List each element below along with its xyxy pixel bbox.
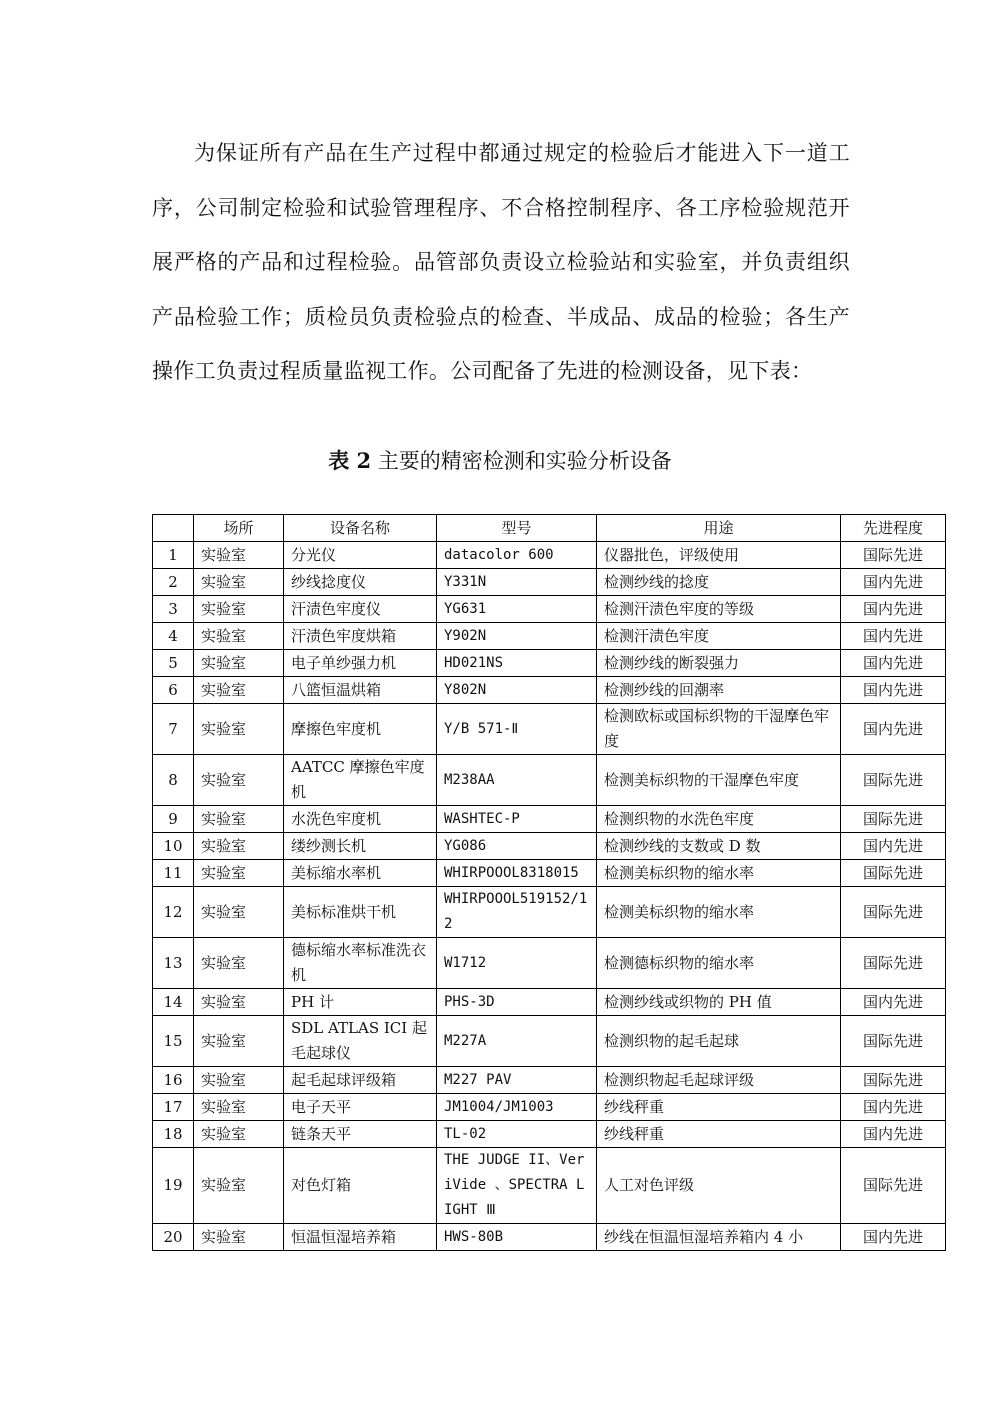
table-row xyxy=(153,704,946,755)
header-cell-use: 用途 xyxy=(597,515,841,542)
table-header-row xyxy=(153,515,946,542)
table-row xyxy=(153,650,946,677)
usage-cell: 检测纱线的断裂强力 xyxy=(597,650,841,677)
row-number: 13 xyxy=(153,938,194,989)
equipment-name-cell: 起毛起球评级箱 xyxy=(284,1067,437,1094)
site-cell: 实验室 xyxy=(194,704,284,755)
model-cell: YG086 xyxy=(437,833,597,860)
table-row xyxy=(153,938,946,989)
site-cell: 实验室 xyxy=(194,1016,284,1067)
document-body xyxy=(152,126,850,399)
usage-cell: 检测纱线的支数或 D 数 xyxy=(597,833,841,860)
site-cell: 实验室 xyxy=(194,1094,284,1121)
equipment-name-cell: 水洗色牢度机 xyxy=(284,806,437,833)
advancement-cell: 国际先进 xyxy=(841,1148,946,1224)
advancement-cell: 国内先进 xyxy=(841,1224,946,1251)
table-row xyxy=(153,1224,946,1251)
equipment-name-cell: 德标缩水率标准洗衣机 xyxy=(284,938,437,989)
model-cell: HD021NS xyxy=(437,650,597,677)
equipment-name-cell: 美标标准烘干机 xyxy=(284,887,437,938)
model-cell: Y331N xyxy=(437,569,597,596)
site-cell: 实验室 xyxy=(194,1224,284,1251)
advancement-cell: 国际先进 xyxy=(841,860,946,887)
advancement-cell: 国内先进 xyxy=(841,623,946,650)
usage-cell: 纱线在恒温恒湿培养箱内 4 小 xyxy=(597,1224,841,1251)
advancement-cell: 国际先进 xyxy=(841,887,946,938)
advancement-cell: 国内先进 xyxy=(841,596,946,623)
model-cell: M227 PAV xyxy=(437,1067,597,1094)
model-cell: TL-02 xyxy=(437,1121,597,1148)
site-cell: 实验室 xyxy=(194,623,284,650)
row-number: 18 xyxy=(153,1121,194,1148)
usage-cell: 纱线秤重 xyxy=(597,1121,841,1148)
usage-cell: 检测欧标或国标织物的干湿摩色牢度 xyxy=(597,704,841,755)
equipment-name-cell: 汗渍色牢度仪 xyxy=(284,596,437,623)
table-title xyxy=(0,446,1000,476)
usage-cell: 检测织物起毛起球评级 xyxy=(597,1067,841,1094)
equipment-name-cell: 电子天平 xyxy=(284,1094,437,1121)
table-row xyxy=(153,596,946,623)
advancement-cell: 国内先进 xyxy=(841,650,946,677)
model-cell: Y802N xyxy=(437,677,597,704)
site-cell: 实验室 xyxy=(194,569,284,596)
model-cell: M238AA xyxy=(437,755,597,806)
site-cell: 实验室 xyxy=(194,1121,284,1148)
advancement-cell: 国内先进 xyxy=(841,833,946,860)
row-number: 17 xyxy=(153,1094,194,1121)
model-cell: Y/B 571-Ⅱ xyxy=(437,704,597,755)
site-cell: 实验室 xyxy=(194,806,284,833)
site-cell: 实验室 xyxy=(194,860,284,887)
table-row xyxy=(153,569,946,596)
equipment-name-cell: 对色灯箱 xyxy=(284,1148,437,1224)
model-cell: HWS-80B xyxy=(437,1224,597,1251)
site-cell: 实验室 xyxy=(194,596,284,623)
site-cell: 实验室 xyxy=(194,542,284,569)
equipment-name-cell: 恒温恒湿培养箱 xyxy=(284,1224,437,1251)
table-row xyxy=(153,887,946,938)
table-title-text: 主要的精密检测和实验分析设备 xyxy=(377,449,672,473)
usage-cell: 检测织物的起毛起球 xyxy=(597,1016,841,1067)
advancement-cell: 国际先进 xyxy=(841,806,946,833)
row-number: 7 xyxy=(153,704,194,755)
equipment-name-cell: PH 计 xyxy=(284,989,437,1016)
advancement-cell: 国内先进 xyxy=(841,1121,946,1148)
intro-paragraph: 为保证所有产品在生产过程中都通过规定的检验后才能进入下一道工序，公司制定检验和试验管理程序、不合格控制程序、各工序检验规范开展严格的产品和过程检验。品管部负责设立检验站和实验室，并负责组织产品检验工作；质检员负责检验点的检查、半成品、成品的检验；各生产操作工负责过程质量监视工作。公司配备了先进的检测设备，见下表： xyxy=(152,141,850,383)
site-cell: 实验室 xyxy=(194,1067,284,1094)
usage-cell: 检测美标织物的缩水率 xyxy=(597,887,841,938)
model-cell: THE JUDGE II、VeriVide 、SPECTRA LIGHT Ⅲ xyxy=(437,1148,597,1224)
equipment-name-cell: 摩擦色牢度机 xyxy=(284,704,437,755)
equipment-name-cell: AATCC 摩擦色牢度机 xyxy=(284,755,437,806)
model-cell: M227A xyxy=(437,1016,597,1067)
table-row xyxy=(153,1016,946,1067)
model-cell: WHIRPOOOL8318015 xyxy=(437,860,597,887)
equipment-table xyxy=(152,514,946,1251)
site-cell: 实验室 xyxy=(194,938,284,989)
equipment-name-cell: 纱线捻度仪 xyxy=(284,569,437,596)
row-number: 14 xyxy=(153,989,194,1016)
table-row xyxy=(153,989,946,1016)
advancement-cell: 国内先进 xyxy=(841,989,946,1016)
site-cell: 实验室 xyxy=(194,650,284,677)
row-number: 5 xyxy=(153,650,194,677)
table-row xyxy=(153,1067,946,1094)
row-number: 6 xyxy=(153,677,194,704)
table-row xyxy=(153,860,946,887)
usage-cell: 检测纱线的捻度 xyxy=(597,569,841,596)
row-number: 1 xyxy=(153,542,194,569)
table-row xyxy=(153,1094,946,1121)
row-number: 8 xyxy=(153,755,194,806)
usage-cell: 检测纱线的回潮率 xyxy=(597,677,841,704)
model-cell: WHIRPOOOL519152/12 xyxy=(437,887,597,938)
model-cell: W1712 xyxy=(437,938,597,989)
header-cell-no xyxy=(153,515,194,542)
table-row xyxy=(153,542,946,569)
model-cell: WASHTEC-P xyxy=(437,806,597,833)
advancement-cell: 国际先进 xyxy=(841,1067,946,1094)
table-row xyxy=(153,623,946,650)
row-number: 15 xyxy=(153,1016,194,1067)
row-number: 20 xyxy=(153,1224,194,1251)
row-number: 9 xyxy=(153,806,194,833)
row-number: 12 xyxy=(153,887,194,938)
site-cell: 实验室 xyxy=(194,887,284,938)
usage-cell: 仪器批色，评级使用 xyxy=(597,542,841,569)
equipment-name-cell: 汗渍色牢度烘箱 xyxy=(284,623,437,650)
header-cell-level: 先进程度 xyxy=(841,515,946,542)
site-cell: 实验室 xyxy=(194,1148,284,1224)
usage-cell: 纱线秤重 xyxy=(597,1094,841,1121)
advancement-cell: 国内先进 xyxy=(841,677,946,704)
header-cell-name: 设备名称 xyxy=(284,515,437,542)
site-cell: 实验室 xyxy=(194,677,284,704)
usage-cell: 检测汗渍色牢度 xyxy=(597,623,841,650)
row-number: 3 xyxy=(153,596,194,623)
usage-cell: 检测德标织物的缩水率 xyxy=(597,938,841,989)
model-cell: Y902N xyxy=(437,623,597,650)
equipment-name-cell: 缕纱测长机 xyxy=(284,833,437,860)
header-cell-site: 场所 xyxy=(194,515,284,542)
row-number: 2 xyxy=(153,569,194,596)
equipment-name-cell: 分光仪 xyxy=(284,542,437,569)
usage-cell: 检测美标织物的干湿摩色牢度 xyxy=(597,755,841,806)
model-cell: JM1004/JM1003 xyxy=(437,1094,597,1121)
site-cell: 实验室 xyxy=(194,833,284,860)
advancement-cell: 国内先进 xyxy=(841,704,946,755)
table-row xyxy=(153,677,946,704)
table-row xyxy=(153,1148,946,1224)
table-row xyxy=(153,1121,946,1148)
equipment-name-cell: 电子单纱强力机 xyxy=(284,650,437,677)
advancement-cell: 国际先进 xyxy=(841,938,946,989)
model-cell: datacolor 600 xyxy=(437,542,597,569)
row-number: 4 xyxy=(153,623,194,650)
advancement-cell: 国内先进 xyxy=(841,569,946,596)
usage-cell: 检测美标织物的缩水率 xyxy=(597,860,841,887)
table-title-label: 表 2 xyxy=(328,448,372,473)
table-row xyxy=(153,755,946,806)
advancement-cell: 国内先进 xyxy=(841,1094,946,1121)
equipment-name-cell: SDL ATLAS ICI 起毛起球仪 xyxy=(284,1016,437,1067)
row-number: 11 xyxy=(153,860,194,887)
model-cell: PHS-3D xyxy=(437,989,597,1016)
site-cell: 实验室 xyxy=(194,755,284,806)
equipment-name-cell: 美标缩水率机 xyxy=(284,860,437,887)
advancement-cell: 国际先进 xyxy=(841,1016,946,1067)
advancement-cell: 国际先进 xyxy=(841,542,946,569)
advancement-cell: 国际先进 xyxy=(841,755,946,806)
table-body xyxy=(153,542,946,1251)
row-number: 16 xyxy=(153,1067,194,1094)
row-number: 10 xyxy=(153,833,194,860)
equipment-name-cell: 链条天平 xyxy=(284,1121,437,1148)
usage-cell: 人工对色评级 xyxy=(597,1148,841,1224)
row-number: 19 xyxy=(153,1148,194,1224)
table-row xyxy=(153,833,946,860)
table-row xyxy=(153,806,946,833)
equipment-name-cell: 八篮恒温烘箱 xyxy=(284,677,437,704)
site-cell: 实验室 xyxy=(194,989,284,1016)
usage-cell: 检测织物的水洗色牢度 xyxy=(597,806,841,833)
header-cell-model: 型号 xyxy=(437,515,597,542)
usage-cell: 检测纱线或织物的 PH 值 xyxy=(597,989,841,1016)
usage-cell: 检测汗渍色牢度的等级 xyxy=(597,596,841,623)
model-cell: YG631 xyxy=(437,596,597,623)
